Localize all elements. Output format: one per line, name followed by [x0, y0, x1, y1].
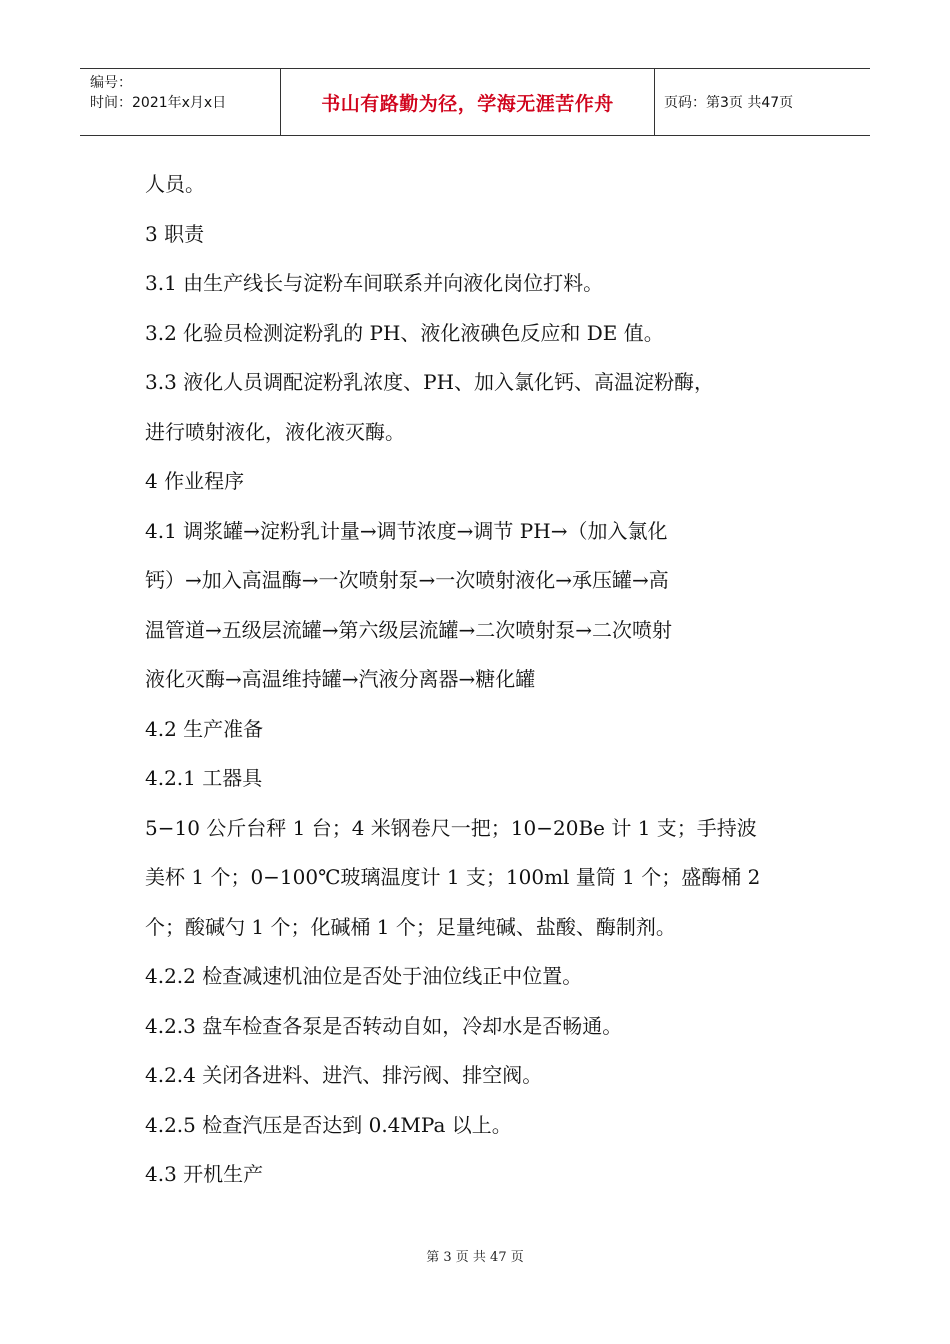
page-footer: 第 3 页 共 47 页: [426, 1250, 524, 1265]
body-line: 美杯 1 个；0−100℃玻璃温度计 1 支；100ml 量筒 1 个；盛酶桶 2: [145, 865, 761, 889]
section-heading: 3 职责: [145, 221, 205, 246]
body-line: 3.2 化验员检测淀粉乳的 PH、液化液碘色反应和 DE 值。: [145, 320, 664, 345]
document-body: [145, 160, 815, 1200]
body-line: 5−10 公斤台秤 1 台；4 米钢卷尺一把；10−20Be 计 1 支；手持波: [145, 815, 757, 840]
body-line: 4.1 调浆罐→淀粉乳计量→调节浓度→调节 PH→（加入氯化: [145, 518, 668, 543]
body-line: 个；酸碱勺 1 个；化碱桶 1 个；足量纯碱、盐酸、酶制剂。: [145, 914, 676, 939]
body-line: 4.2.3 盘车检查各泵是否转动自如，冷却水是否畅通。: [145, 1013, 623, 1038]
body-line: 液化灭酶→高温维持罐→汽液分离器→糖化罐: [145, 667, 536, 691]
body-line: 人员。: [145, 172, 205, 196]
body-line: 3.1 由生产线长与淀粉车间联系并向液化岗位打料。: [145, 271, 604, 295]
body-line: 进行喷射液化，液化液灭酶。: [145, 419, 405, 444]
document-code-label: 编号：: [90, 75, 132, 91]
body-line: 钙）→加入高温酶→一次喷射泵→一次喷射液化→承压罐→高: [145, 568, 669, 592]
section-heading: 4 作业程序: [145, 469, 245, 493]
section-heading: 4.2 生产准备: [145, 716, 264, 741]
body-line: 温管道→五级层流罐→第六级层流罐→二次喷射泵→二次喷射: [145, 617, 673, 642]
header-meta: [80, 69, 281, 135]
subsection-heading: 4.2.1 工器具: [145, 766, 263, 790]
page-header: [80, 68, 870, 136]
section-heading: 4.3 开机生产: [145, 1162, 264, 1186]
body-line: 4.2.4 关闭各进料、进汽、排污阀、排空阀。: [145, 1063, 543, 1087]
body-line: 4.2.5 检查汽压是否达到 0.4MPa 以上。: [145, 1112, 512, 1137]
header-page-info: 页码：第3页 共47页: [664, 95, 794, 111]
body-line: 4.2.2 检查减速机油位是否处于油位线正中位置。: [145, 964, 583, 988]
header-motto: 书山有路勤为径，学海无涯苦作舟: [281, 69, 655, 135]
body-line: 3.3 液化人员调配淀粉乳浓度、PH、加入氯化钙、高温淀粉酶，: [145, 370, 715, 394]
document-date: 时间：2021年x月x日: [90, 95, 227, 111]
